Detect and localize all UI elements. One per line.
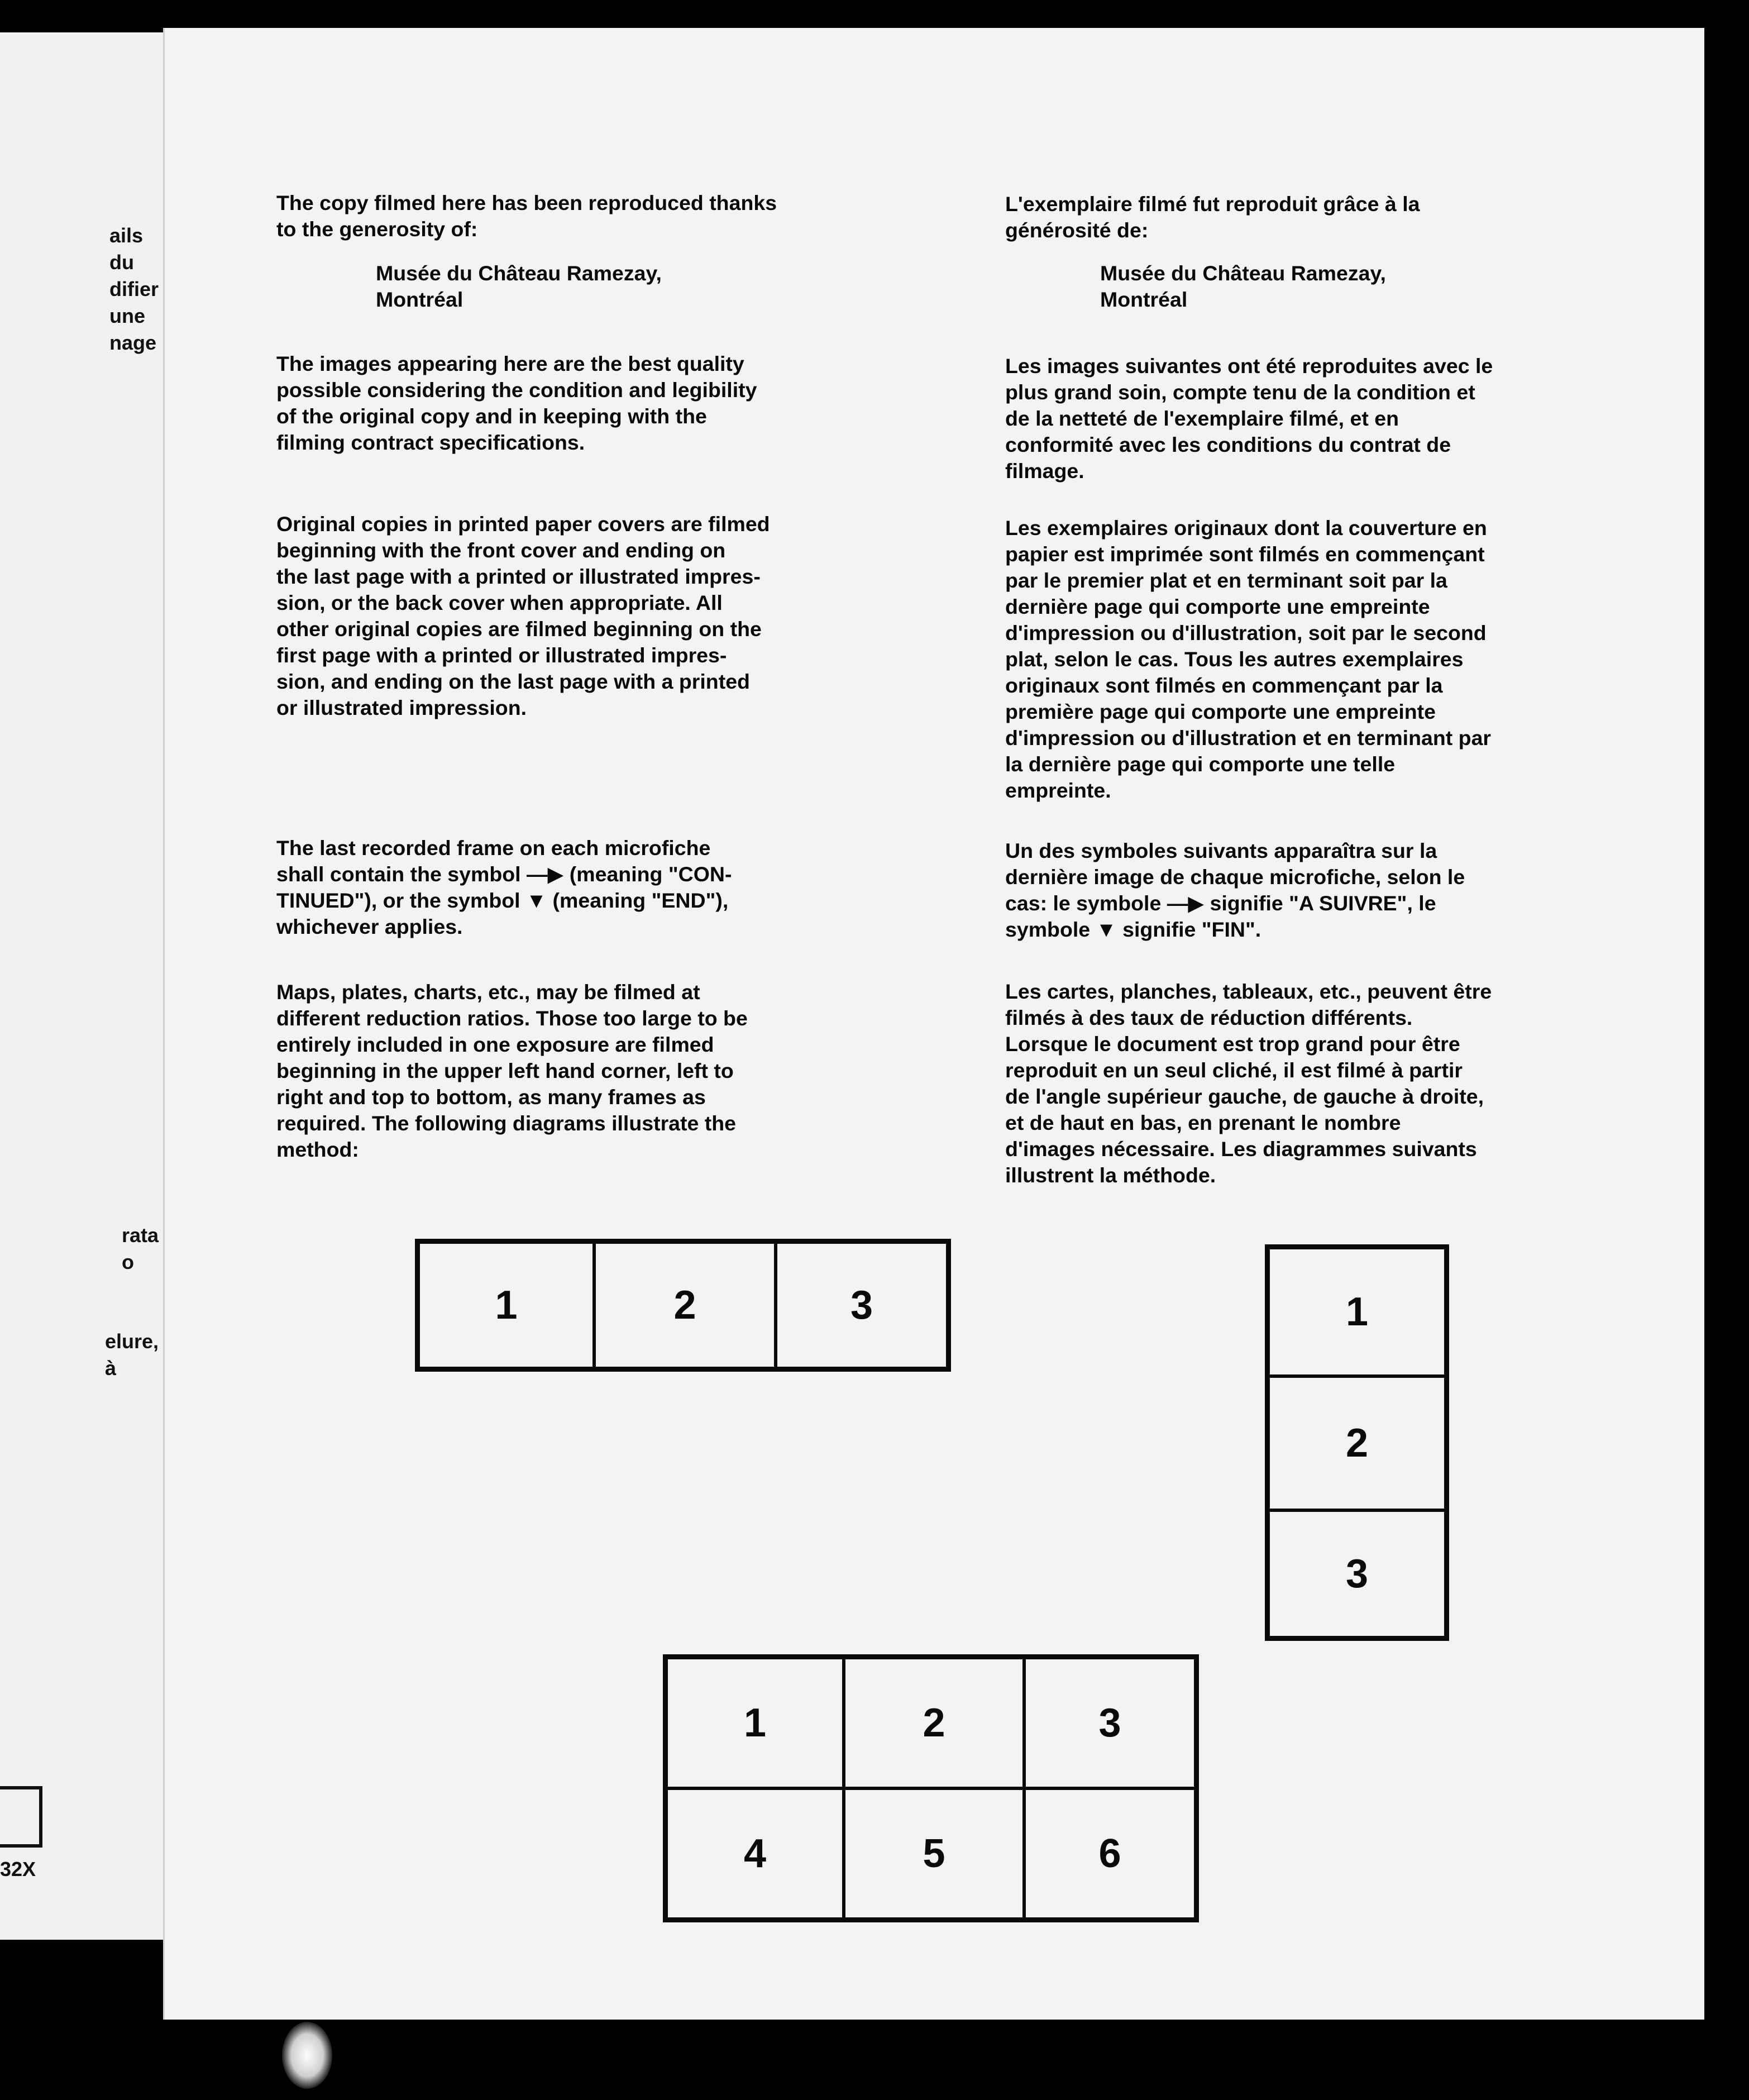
previous-page-text-fragment: ails du difier une nage	[109, 224, 159, 354]
previous-page-text-fragment: rata o	[121, 1224, 159, 1273]
english-symbols-note: The last recorded frame on each microfiche shall contain the symbol —▶ (meaning "CON- TINUED"), or the symbol ▼ (meaning "END"), whichever applies.	[276, 836, 732, 938]
diagram-frame: 3	[1268, 1510, 1446, 1638]
diagram-frame: 4	[666, 1788, 844, 1919]
french-symbols-note: Un des symboles suivants apparaîtra sur la dernière image de chaque microfiche, selon le cas: le symbole —▶ signifie "A SUIVRE", le symbole ▼ signifie "FIN".	[1005, 839, 1465, 941]
english-originals-note: Original copies in printed paper covers are filmed beginning with the front cover and ending on the last page with a printed or illustrated impres- sion, or the back cover when appropriate. All other original copies are filmed beginning on the first page with a printed or illustrated impres- sion, and ending on the last page with a printed or illustrated impression.	[276, 512, 770, 719]
diagram-frame: 1	[418, 1242, 594, 1368]
english-acknowledgement: The copy filmed here has been reproduced thanks to the generosity of:	[276, 191, 777, 241]
diagram-frame: 1	[1268, 1248, 1446, 1376]
previous-page-text-fragment: elure, à	[104, 1330, 159, 1380]
french-acknowledgement: L'exemplaire filmé fut reproduit grâce à la générosité de:	[1005, 192, 1420, 242]
english-maps-note: Maps, plates, charts, etc., may be filmed at different reduction ratios. Those too large to be entirely included in one exposure are filmed beginning in the upper left hand corner, left to right and top to bottom, as many frames as required. The following diagrams illustrate the method:	[276, 980, 748, 1161]
diagram-frame: 2	[1268, 1376, 1446, 1510]
previous-page-box	[0, 1786, 42, 1848]
diagram-frame: 2	[594, 1242, 776, 1368]
diagram-frame: 1	[666, 1658, 844, 1788]
film-light-spot	[282, 2022, 332, 2089]
previous-page-strip	[0, 32, 163, 1940]
french-maps-note: Les cartes, planches, tableaux, etc., peuvent être filmés à des taux de réduction différents. Lorsque le document est trop grand pour être reproduit en un seul cliché, il est filmé à partir de l'angle supérieur gauche, de gauche à droite, et de haut en bas, en prenant le nombre d'images nécessaire. Les diagrammes suivants illustrent la méthode.	[1005, 980, 1492, 1187]
french-originals-note: Les exemplaires originaux dont la couverture en papier est imprimée sont filmés en commençant par le premier plat et en terminant soit par la dernière page qui comporte une empreinte d'impression ou d'illustration, soit par le second plat, selon le cas. Tous les autres exemplaires originaux sont filmés en commençant par la première page qui comporte une empreinte d'impression ou d'illustration et en terminant par la dernière page qui comporte une telle empreinte.	[1005, 516, 1492, 802]
diagram-frame: 2	[844, 1658, 1024, 1788]
french-institution: Musée du Château Ramezay, Montréal	[1100, 261, 1386, 311]
diagram-frame: 5	[844, 1788, 1024, 1919]
film-border-right	[1704, 0, 1749, 2100]
french-quality-note: Les images suivantes ont été reproduites avec le plus grand soin, compte tenu de la condition et de la netteté de l'exemplaire filmé, et en conformité avec les conditions du contrat de filmage.	[1005, 354, 1493, 483]
english-quality-note: The images appearing here are the best quality possible considering the condition and legibility of the original copy and in keeping with the filming contract specifications.	[276, 352, 757, 454]
diagram-vertical	[1265, 1244, 1449, 1641]
diagram-frame: 3	[1024, 1658, 1196, 1788]
diagram-frame: 3	[776, 1242, 948, 1368]
diagram-frame: 6	[1024, 1788, 1196, 1919]
previous-page-text-fragment: 32X	[0, 1858, 36, 1881]
diagram-horizontal	[415, 1239, 951, 1372]
diagram-grid	[663, 1654, 1199, 1922]
english-institution: Musée du Château Ramezay, Montréal	[376, 261, 662, 311]
microfiche-target-page	[163, 28, 1706, 2020]
